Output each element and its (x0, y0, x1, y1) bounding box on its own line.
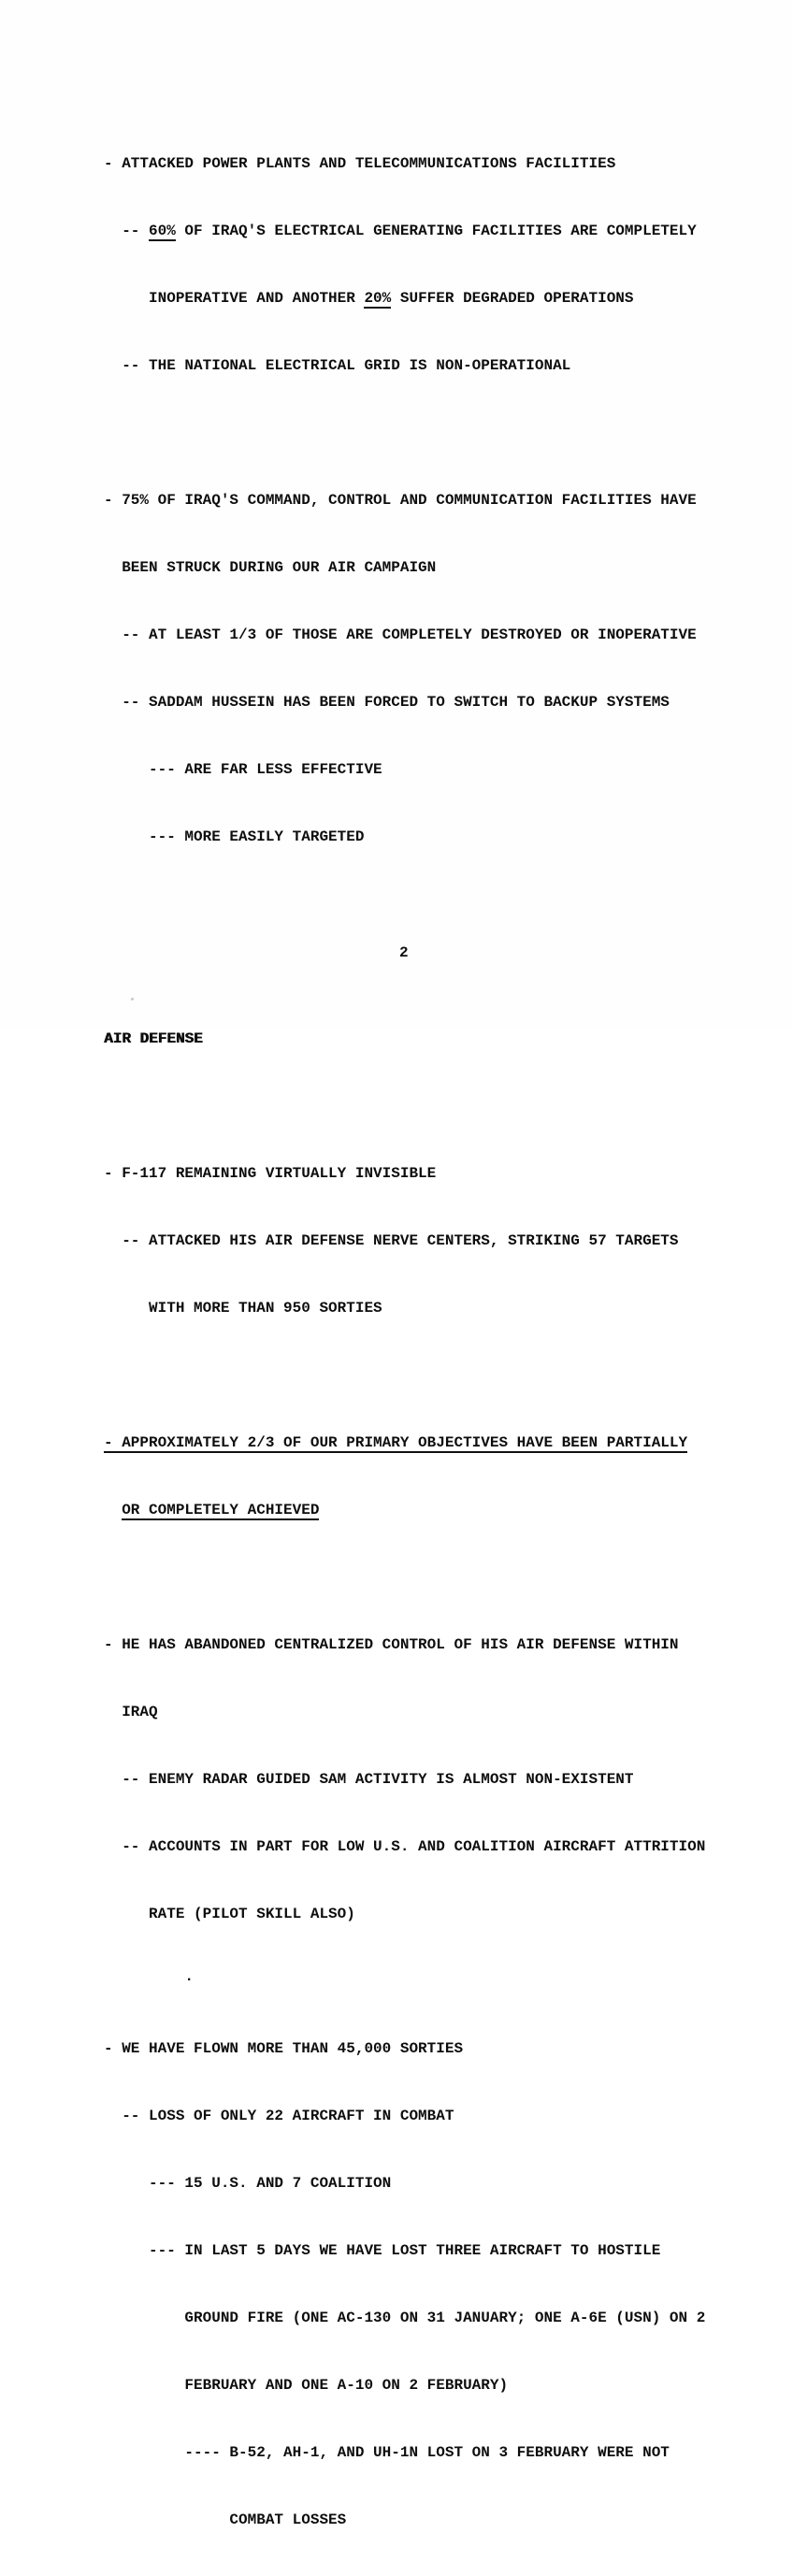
stray-period-artifact: . (104, 1968, 195, 1985)
doc-blank-line (104, 422, 705, 444)
doc-line (104, 2307, 705, 2329)
doc-blank-line (104, 1095, 705, 1117)
doc-line (104, 1835, 705, 1858)
doc-line (104, 220, 705, 242)
doc-line (104, 287, 705, 309)
doc-line (104, 1701, 705, 1723)
doc-text: -- AT LEAST 1/3 OF THOSE ARE COMPLETELY DESTROYED OR INOPERATIVE (104, 626, 697, 643)
doc-text: - F-117 REMAINING VIRTUALLY INVISIBLE (104, 1165, 437, 1182)
doc-text: BEEN STRUCK DURING OUR AIR CAMPAIGN (104, 559, 437, 576)
doc-line (104, 1028, 705, 1050)
doc-blank-line (104, 893, 705, 915)
page-number: 2 (399, 944, 409, 961)
doc-line (104, 2374, 705, 2396)
doc-text: -- THE NATIONAL ELECTRICAL GRID IS NON-OPERATIONAL (104, 357, 571, 374)
doc-line (104, 1432, 705, 1454)
doc-text: SUFFER DEGRADED OPERATIONS (391, 290, 634, 307)
doc-text: OF IRAQ'S ELECTRICAL GENERATING FACILITIES ARE COMPLETELY (175, 223, 697, 239)
doc-text: - 75% OF IRAQ'S COMMAND, CONTROL AND COMMUNICATION FACILITIES HAVE (104, 492, 697, 509)
doc-text: --- ARE FAR LESS EFFECTIVE (104, 761, 382, 778)
doc-line (104, 826, 705, 848)
scan-speck-artifact (131, 998, 134, 1000)
doc-text: -- LOSS OF ONLY 22 AIRCRAFT IN COMBAT (104, 2108, 454, 2124)
underlined-text: OR COMPLETELY ACHIEVED (122, 1502, 320, 1518)
doc-text: --- IN LAST 5 DAYS WE HAVE LOST THREE AIRCRAFT TO HOSTILE (104, 2242, 661, 2259)
doc-line (104, 2509, 705, 2531)
doc-line (104, 2239, 705, 2262)
doc-text: -- ENEMY RADAR GUIDED SAM ACTIVITY IS ALMOST NON-EXISTENT (104, 1771, 634, 1788)
doc-line (104, 152, 705, 175)
doc-line (104, 354, 705, 377)
doc-line (104, 1230, 705, 1252)
doc-text: --- 15 U.S. AND 7 COALITION (104, 2175, 392, 2192)
doc-text: FEBRUARY AND ONE A-10 ON 2 FEBRUARY) (104, 2377, 509, 2394)
doc-line (104, 758, 705, 781)
document-body (104, 108, 705, 2576)
doc-text: COMBAT LOSSES (104, 2511, 347, 2528)
doc-text: GROUND FIRE (ONE AC-130 ON 31 JANUARY; ONE A-6E (USN) ON 2 (104, 2310, 706, 2326)
doc-text: - ATTACKED POWER PLANTS AND TELECOMMUNICATIONS FACILITIES (104, 155, 616, 172)
doc-text (104, 1502, 122, 1518)
doc-text: INOPERATIVE AND ANOTHER (104, 290, 365, 307)
doc-text: - HE HAS ABANDONED CENTRALIZED CONTROL OF HIS AIR DEFENSE WITHIN (104, 1636, 679, 1653)
doc-text: --- MORE EASILY TARGETED (104, 828, 365, 845)
doc-line (104, 1499, 705, 1521)
doc-line (104, 1633, 705, 1656)
doc-line (104, 2172, 705, 2195)
section-header-air-defense: AIR DEFENSE (104, 1030, 203, 1047)
underlined-text: 60% (149, 223, 176, 239)
doc-blank-line (104, 1566, 705, 1589)
doc-line (104, 2037, 705, 2060)
doc-line (104, 556, 705, 579)
doc-text: -- (104, 223, 150, 239)
doc-line (104, 1162, 705, 1185)
underlined-text: - APPROXIMATELY 2/3 OF OUR PRIMARY OBJECTIVES HAVE BEEN PARTIALLY (104, 1434, 688, 1451)
doc-text: WITH MORE THAN 950 SORTIES (104, 1300, 382, 1317)
doc-line (104, 1903, 705, 1925)
doc-line (104, 1297, 705, 1319)
doc-text: -- SADDAM HUSSEIN HAS BEEN FORCED TO SWITCH TO BACKUP SYSTEMS (104, 694, 670, 711)
doc-line (104, 2105, 705, 2127)
underlined-text: 20% (364, 290, 392, 307)
doc-line (104, 624, 705, 646)
doc-text: IRAQ (104, 1704, 158, 1720)
doc-text: -- ACCOUNTS IN PART FOR LOW U.S. AND COALITION AIRCRAFT ATTRITION (104, 1838, 706, 1855)
doc-line (104, 1768, 705, 1791)
doc-line (104, 2441, 705, 2464)
doc-text: ---- B-52, AH-1, AND UH-1N LOST ON 3 FEBRUARY WERE NOT (104, 2444, 670, 2461)
doc-text: -- ATTACKED HIS AIR DEFENSE NERVE CENTERS, STRIKING 57 TARGETS (104, 1232, 679, 1249)
doc-line (104, 1970, 705, 1993)
doc-text: - WE HAVE FLOWN MORE THAN 45,000 SORTIES (104, 2040, 464, 2057)
doc-line (104, 691, 705, 713)
doc-blank-line (104, 1364, 705, 1387)
doc-line (104, 489, 705, 511)
doc-text: RATE (PILOT SKILL ALSO) (104, 1906, 355, 1922)
